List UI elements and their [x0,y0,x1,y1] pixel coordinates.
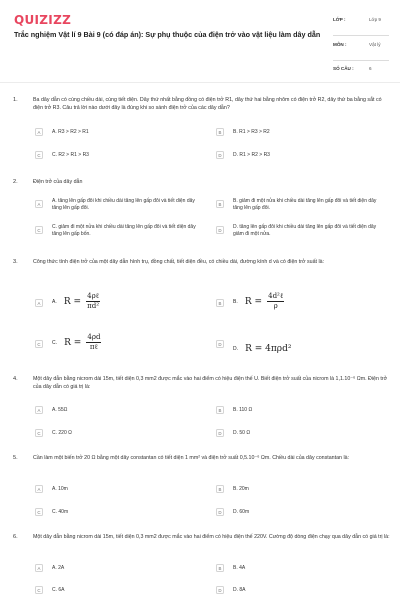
option-label: C. [52,339,57,346]
question-text: Cần làm một biến trở 20 Ω bằng một dây constantan có tiết diện 1 mm² và điện trở suất 0,5.10⁻⁶ Ωm. Chiều dài của dây constantan là: [33,455,350,461]
option-letter: C [35,508,43,516]
option-text: A. 2A [52,565,65,571]
worksheet-header [0,0,400,82]
option-text: C. R2 > R1 > R3 [52,152,89,158]
option-text: C. 220 Ω [52,430,72,436]
formula-lhs: R = [244,296,263,307]
option-letter: A [35,485,43,493]
formula-lhs: R = [63,296,82,307]
option-letter: A [35,200,43,208]
option-letter: C [35,586,43,594]
option-letter: B [216,564,224,572]
class-label: LỚP : [333,17,346,22]
question-number: 2. [13,179,18,185]
option-text: A. tăng lên gấp đôi khi chiều dài tăng lên gấp đôi và tiết diện dây tăng lên gấp đôi. [52,198,195,211]
formula [52,291,100,311]
question-text: Ba dây dẫn có cùng chiều dài, cùng tiết diện. Dây thứ nhất bằng đồng có điện trở R1, dây thứ hai bằng nhôm có điện trở R2, dây thứ ba bằng sắt có điện trở R3. Câu trả lời nào dưới đây là đúng khi so sánh điện trở của các dây dẫn? [33,97,382,111]
option-letter: B [216,128,224,136]
option-letter: D [216,340,224,348]
option-letter: A [35,299,43,307]
option-letter: A [35,128,43,136]
count-value: 6 [369,66,372,71]
quizizz-logo: QUIZIZZ [14,13,72,27]
option-label: B. [233,298,238,305]
subject-label: MÔN : [333,42,347,47]
worksheet-title: Trắc nghiệm Vật lí 9 Bài 9 (có đáp án): Sự phụ thuộc của điện trở vào vật liệu làm dây dẫn [14,30,321,39]
formula [52,332,101,352]
option-text: A. 10m [52,486,68,492]
fraction [86,292,100,311]
option-letter: B [216,299,224,307]
numerator: 4ρd [87,333,101,341]
option-letter: C [35,429,43,437]
option-letter: D [216,151,224,159]
denominator: πℓ [89,343,98,351]
option-text: D. 60m [233,509,250,515]
question-text: Một dây dẫn bằng nicrom dài 15m, tiết diện 0,3 mm2 được mắc vào hai điểm có hiệu điện thế U. Biết điện trở suất của nicrom là 1,1.10⁻⁶ Ωm. Điện trở của dây dẫn có giá trị là: [33,376,388,390]
denominator: ρ [273,302,278,310]
subject-value: Vật lý [369,42,381,47]
option-letter: C [35,151,43,159]
option-label: A. [52,298,57,305]
option-letter: A [35,406,43,414]
meta-divider [333,60,389,61]
class-value: Lớp 9 [369,17,381,22]
option-text: D. tăng lên gấp đôi khi chiều dài tăng lên gấp đôi và tiết diện dây giảm đi một nửa. [233,224,377,237]
option-letter: B [216,406,224,414]
option-text: B. 4A [233,565,246,571]
fraction [86,333,101,352]
option-letter: A [35,564,43,572]
question-number: 4. [13,376,18,382]
formula-lhs: R = 4πρd² [245,343,292,354]
option-letter: D [216,429,224,437]
formula-lhs: R = [64,337,82,348]
option-letter: B [216,485,224,493]
numerator: 4ρℓ [87,292,100,300]
question-text: Điện trở của dây dẫn [33,179,83,185]
option-text: D. 8A [233,587,246,593]
option-text: B. 110 Ω [233,407,253,413]
question-text: Công thức tính điện trở của một dây dẫn hình trụ, đồng chất, tiết diện đều, có chiều dài, đường kính d và có điện trở suất là: [33,259,325,265]
question-number: 1. [13,97,18,103]
option-text: A. 55Ω [52,407,68,413]
meta-divider [333,35,389,36]
option-text: C. 40m [52,509,69,515]
option-text: B. giảm đi một nửa khi chiều dài tăng lên gấp đôi và tiết diện dây tăng lên gấp đôi. [233,198,377,211]
count-label: SỐ CÂU : [333,66,354,71]
option-text: D. R1 > R2 > R3 [233,152,270,158]
option-text: B. 20m [233,486,249,492]
option-letter: D [216,226,224,234]
fraction [267,292,284,311]
option-label: D. [233,345,238,352]
option-text: A. R3 > R2 > R1 [52,129,89,135]
header-divider [0,82,400,83]
option-letter: C [35,340,43,348]
formula [233,291,284,311]
question-number: 6. [13,534,18,540]
option-letter: D [216,508,224,516]
option-text: B. R1 > R3 > R2 [233,129,270,135]
formula [233,338,291,357]
question-text: Một dây dẫn bằng nicrom dài 15m, tiết diện 0,3 mm2 được mắc vào hai điểm có hiệu điện thế 220V. Cường độ dòng điện chạy qua dây dẫn có giá trị là: [33,534,390,540]
question-number: 3. [13,259,18,265]
option-letter: C [35,226,43,234]
numerator: 4d²ℓ [268,292,284,300]
question-number: 5. [13,455,18,461]
denominator: πd² [87,302,100,310]
option-letter: B [216,200,224,208]
option-text: D. 50 Ω [233,430,251,436]
option-text: C. 6A [52,587,65,593]
option-text: C. giảm đi một nửa khi chiều dài tăng lên gấp đôi và tiết diện dây tăng lên gấp bốn. [52,224,196,237]
option-letter: D [216,586,224,594]
